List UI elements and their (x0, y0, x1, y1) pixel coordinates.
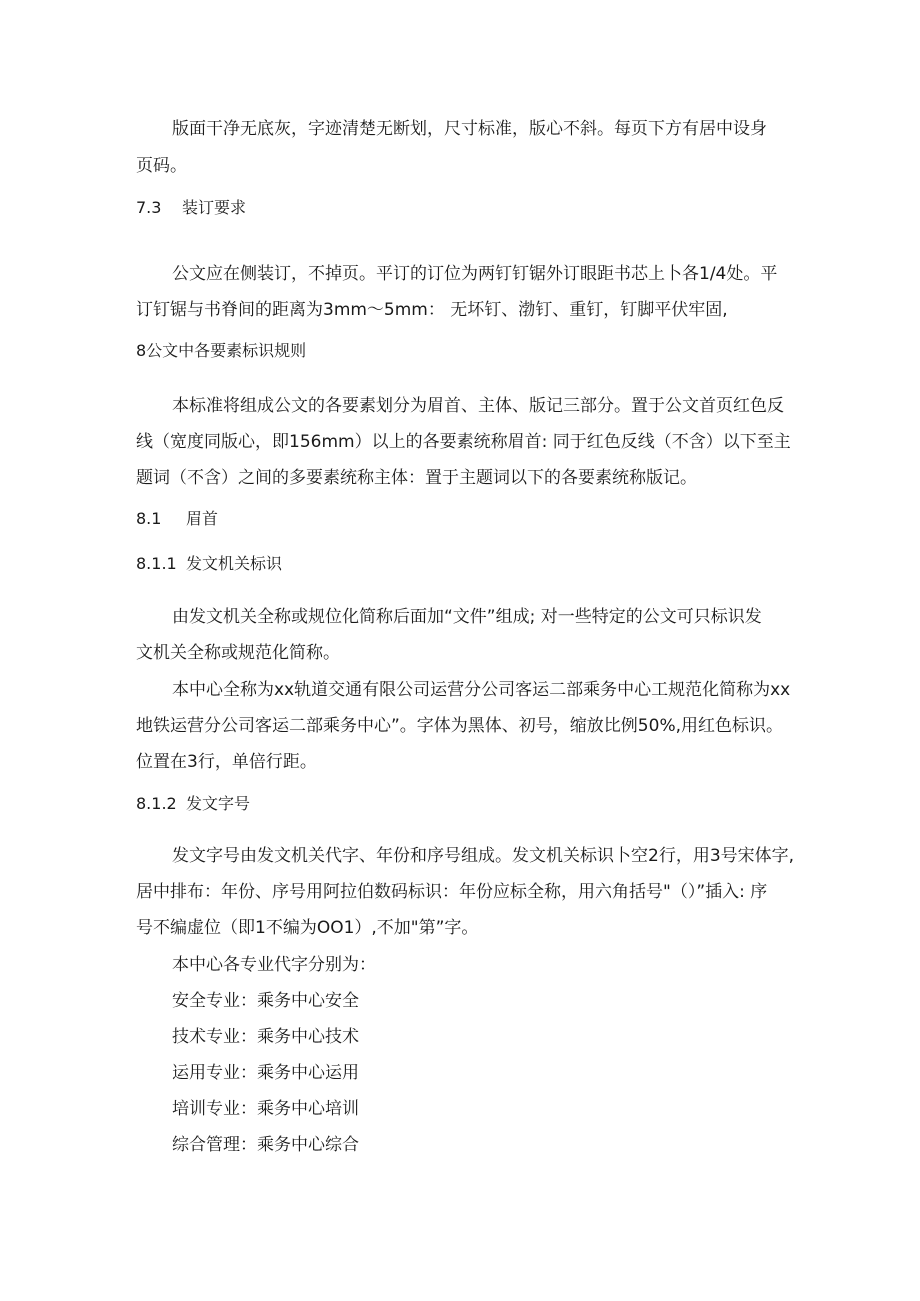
section-title: 发文机关标识 (186, 554, 283, 573)
section-title: 眉首 (186, 509, 219, 528)
section-number: 8.1.1 (136, 554, 177, 573)
paragraph-line: 地铁运营分公司客运二部乘务中心”。字体为黑体、初号，缩放比例50%,用红色标识。 (136, 716, 783, 736)
paragraph-line: 线（宽度同版心，即156mm）以上的各要素统称眉首: 同于红色反线（不含）以下至主 (136, 432, 791, 452)
paragraph-line: 位置在3行，单倍行距。 (136, 752, 317, 772)
code-item: 安全专业：乘务中心安全 (172, 991, 359, 1011)
paragraph-line: 本中心全称为xx轨道交通有限公司运营分公司客运二部乘务中心工规范化简称为xx (172, 680, 791, 700)
paragraph-line: 页码。 (136, 156, 187, 176)
code-item: 技术专业：乘务中心技术 (172, 1027, 359, 1047)
paragraph-line: 文机关全称或规范化简称。 (136, 643, 340, 663)
paragraph-line: 订钉锯与书脊间的距离为3mm～5mm： 无坏钉、渤钉、重钉，钉脚平伏牢固, (136, 300, 728, 320)
paragraph-line: 版面干净无底灰，字迹清楚无断划，尺寸标准，版心不斜。每页下方有居中设身 (172, 119, 767, 139)
paragraph-line: 号不编虚位（即1不编为OO1）,不加"第”字。 (136, 918, 479, 938)
paragraph-line: 题词（不含）之间的多要素统称主体：置于主题词以下的各要素统称版记。 (136, 468, 697, 488)
section-title: 装订要求 (182, 198, 247, 217)
section-heading-8: 8公文中各要素标识规则 (136, 341, 307, 360)
code-item: 培训专业：乘务中心培训 (172, 1099, 359, 1119)
code-item: 运用专业：乘务中心运用 (172, 1063, 359, 1083)
codes-intro: 本中心各专业代字分别为： (172, 955, 376, 975)
paragraph-line: 本标准将组成公文的各要素划分为眉首、主体、版记三部分。置于公文首页红色反 (172, 396, 784, 416)
section-number: 8.1.2 (136, 794, 177, 813)
paragraph-line: 发文字号由发文机关代字、年份和序号组成。发文机关标识卜空2行，用3号宋体字, (172, 846, 795, 866)
section-heading-8-1-2 (136, 794, 250, 814)
paragraph-line: 居中排布：年份、序号用阿拉伯数码标识：年份应标全称，用六角括号"（）”插入: 序 (136, 882, 768, 902)
section-number: 8.1 (136, 509, 162, 528)
section-number: 7.3 (136, 198, 162, 217)
code-item: 综合管理：乘务中心综合 (172, 1135, 359, 1155)
section-heading-7-3 (136, 198, 246, 218)
section-title: 发文字号 (186, 794, 251, 813)
section-heading-8-1 (136, 509, 218, 529)
section-heading-8-1-1 (136, 554, 282, 574)
paragraph-line: 由发文机关全称或规位化简称后面加“文件”组成; 对一些特定的公文可只标识发 (172, 607, 762, 627)
paragraph-line: 公文应在侧装订，不掉页。平订的订位为两钉钉锯外订眼距书芯上卜各1/4处。平 (172, 264, 778, 284)
